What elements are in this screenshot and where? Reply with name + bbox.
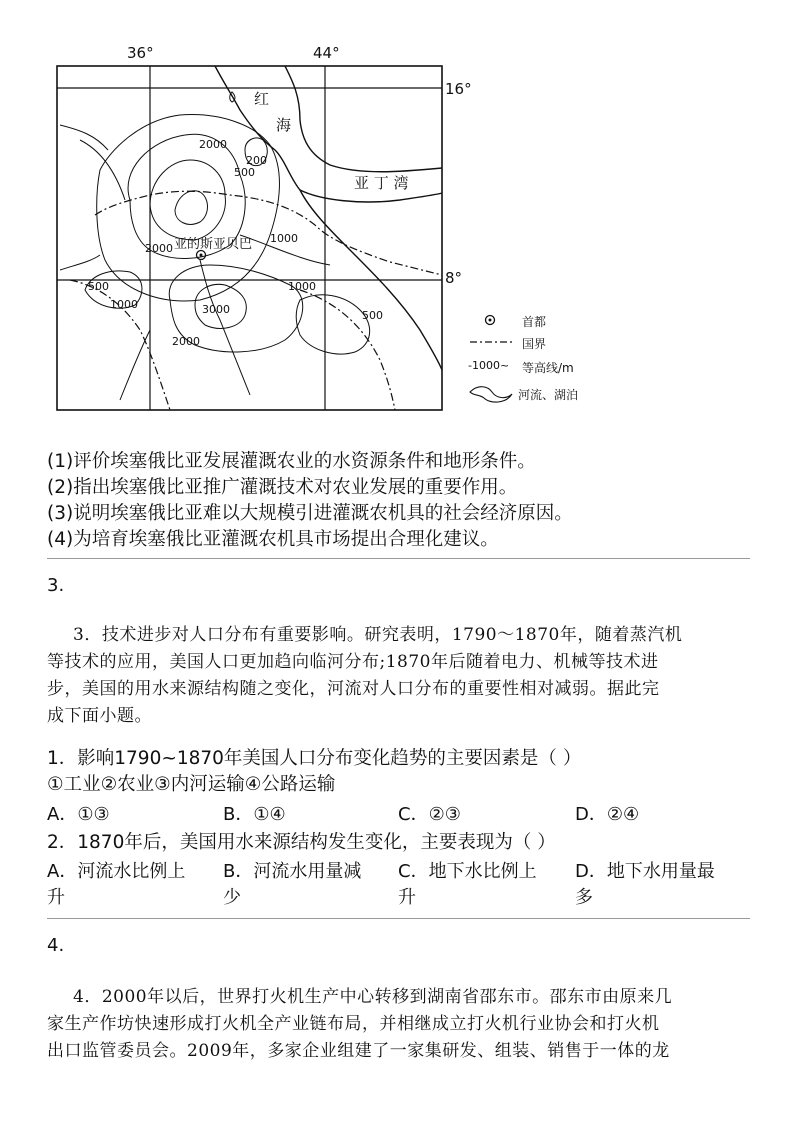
option-b[interactable]: B．①④ bbox=[223, 804, 286, 825]
option-c[interactable]: C．②③ bbox=[398, 804, 461, 825]
contour-label: 2000 bbox=[145, 242, 173, 255]
option-d[interactable]: D．地下水用量最 bbox=[575, 861, 715, 882]
divider bbox=[47, 558, 750, 559]
question-item: (2)指出埃塞俄比亚推广灌溉技术对农业发展的重要作用。 bbox=[47, 477, 518, 498]
legend-border-label: 国界 bbox=[522, 337, 547, 351]
red-sea-label-2: 海 bbox=[276, 116, 292, 134]
question-stem: 1．影响1790~1870年美国人口分布变化趋势的主要因素是（ ） bbox=[47, 748, 582, 769]
option-d-cont: 多 bbox=[575, 887, 593, 908]
option-a[interactable]: A．①③ bbox=[47, 804, 110, 825]
section-number: 4. bbox=[47, 935, 65, 956]
legend-capital-label: 首都 bbox=[522, 315, 547, 329]
ethiopia-map bbox=[0, 0, 794, 420]
lat-bottom-label: 8° bbox=[445, 269, 463, 287]
legend-contour-label: 等高线/m bbox=[522, 361, 574, 375]
option-b[interactable]: B．河流水用量减 bbox=[223, 861, 362, 882]
contour-label: 2000 bbox=[199, 138, 227, 151]
contour-label: 1000 bbox=[110, 298, 138, 311]
option-b-cont: 少 bbox=[223, 887, 241, 908]
question-items: ①工业②农业③内河运输④公路运输 bbox=[47, 774, 336, 795]
passage-line: 家生产作坊快速形成打火机全产业链布局，并相继成立打火机行业协会和打火机 bbox=[47, 1014, 660, 1034]
map-graphic bbox=[0, 0, 794, 420]
question-item: (3)说明埃塞俄比亚难以大规模引进灌溉农机具的社会经济原因。 bbox=[47, 503, 573, 524]
lat-top-label: 16° bbox=[445, 80, 472, 98]
question-item: (1)评价埃塞俄比亚发展灌溉农业的水资源条件和地形条件。 bbox=[47, 451, 536, 472]
option-a[interactable]: A．河流水比例上 bbox=[47, 861, 186, 882]
contour-label: 200 bbox=[246, 154, 267, 167]
legend-contour-sample: -1000~ bbox=[468, 359, 510, 372]
lon-right-label: 44° bbox=[313, 44, 340, 62]
contour-label: 1000 bbox=[270, 232, 298, 245]
passage-line: 出口监管委员会。2009年，多家企业组建了一家集研发、组装、销售于一体的龙 bbox=[47, 1041, 670, 1061]
contour-label: 500 bbox=[88, 280, 109, 293]
passage-line: 成下面小题。 bbox=[47, 706, 152, 726]
contour-label: 1000 bbox=[288, 280, 316, 293]
contour-label: 3000 bbox=[202, 303, 230, 316]
contour-label: 500 bbox=[362, 309, 383, 322]
contour-label: 500 bbox=[234, 166, 255, 179]
question-item: (4)为培育埃塞俄比亚灌溉农机具市场提出合理化建议。 bbox=[47, 529, 499, 550]
lon-left-label: 36° bbox=[127, 44, 154, 62]
gulf-label: 亚 丁 湾 bbox=[354, 174, 409, 192]
option-a-cont: 升 bbox=[47, 887, 65, 908]
option-d[interactable]: D．②④ bbox=[575, 804, 640, 825]
red-sea-label-1: 红 bbox=[254, 90, 270, 108]
divider bbox=[47, 918, 750, 919]
passage-line: 等技术的应用，美国人口更加趋向临河分布;1870年后随着电力、机械等技术进 bbox=[47, 652, 659, 672]
capital-label: 亚的斯亚贝巴 bbox=[174, 237, 253, 252]
passage-line: 4．2000年以后，世界打火机生产中心转移到湖南省邵东市。邵东市由原来几 bbox=[73, 987, 673, 1007]
passage-line: 步，美国的用水来源结构随之变化，河流对人口分布的重要性相对减弱。据此完 bbox=[47, 679, 660, 699]
question-stem: 2．1870年后，美国用水来源结构发生变化，主要表现为（ ） bbox=[47, 832, 556, 853]
option-c-cont: 升 bbox=[398, 887, 416, 908]
contour-label: 2000 bbox=[172, 335, 200, 348]
option-c[interactable]: C．地下水比例上 bbox=[398, 861, 537, 882]
passage-line: 3．技术进步对人口分布有重要影响。研究表明，1790～1870年，随着蒸汽机 bbox=[73, 625, 683, 645]
legend-river-icon bbox=[470, 387, 512, 402]
section-number: 3. bbox=[47, 575, 65, 596]
legend-river-label: 河流、湖泊 bbox=[518, 388, 579, 402]
